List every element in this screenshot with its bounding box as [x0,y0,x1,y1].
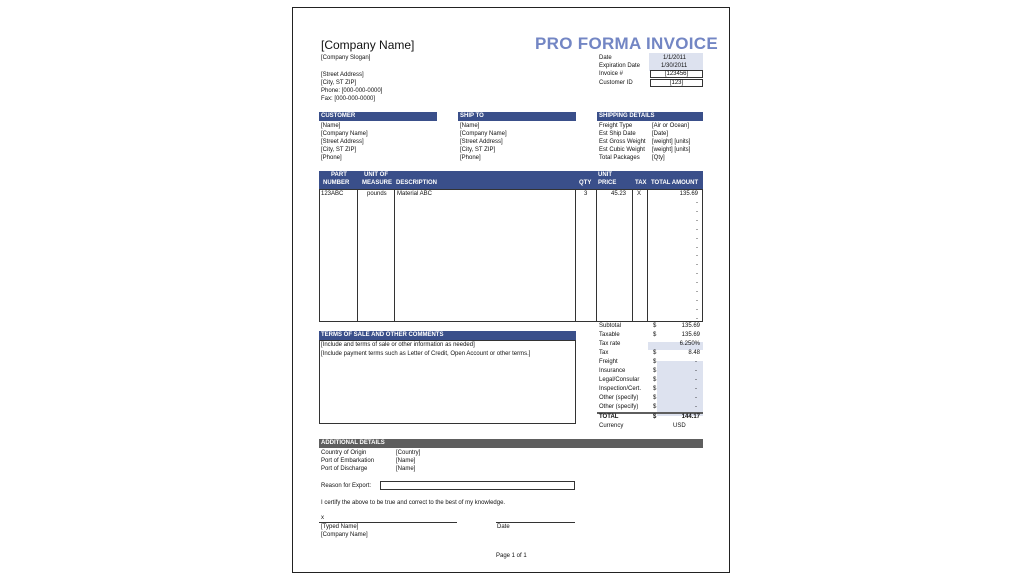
other-1-currency: $ [653,395,657,401]
other-2-label: Other (specify) [599,404,639,410]
terms-header: TERMS OF SALE AND OTHER COMMENTS [319,331,576,340]
row-unit-price[interactable]: 45.23 [611,191,627,197]
cubic-weight-label: Est Cubic Weight [599,147,645,153]
col-unit-2: MEASURE [362,180,393,186]
legal-label: Legal/Consular [599,377,640,383]
insurance-label: Insurance [599,368,626,374]
empty-row-totals: - - - - - - - - - - - - - - [696,200,698,322]
terms-box[interactable] [319,340,576,424]
currency-value: USD [673,423,686,429]
signature-x-mark: x [321,515,324,521]
row-tax[interactable]: X [637,191,642,197]
additional-details-header: ADDITIONAL DETAILS [319,439,703,448]
other-2-value[interactable]: - [695,404,697,410]
inspection-value[interactable]: - [695,386,697,392]
freight-type-value: [Air or Ocean] [652,123,690,129]
customer-street: [Street Address] [321,139,364,145]
invoice-page [292,7,730,573]
tax-value: 8.48 [688,350,700,356]
insurance-value[interactable]: - [695,368,697,374]
freight-currency: $ [653,359,657,365]
inspection-currency: $ [653,386,657,392]
company-fax: Fax: [000-000-0000] [321,96,376,102]
row-total[interactable]: 135.69 [679,191,698,197]
ship-date-label: Est Ship Date [599,131,636,137]
row-part-number[interactable]: 123ABC [321,191,344,197]
customer-id-label: Customer ID [599,80,633,86]
row-unit[interactable]: pounds [367,191,387,197]
subtotal-label: Subtotal [599,323,622,329]
embarkation-label: Port of Embarkation [321,458,375,464]
customer-phone: [Phone] [321,155,342,161]
col-part-1: PART [331,172,347,178]
insurance-currency: $ [653,368,657,374]
ship-to-header: SHIP TO [458,112,576,121]
currency-label: Currency [599,423,624,429]
subtotal-value: 135.69 [681,323,700,329]
col-unit-1: UNIT OF [364,172,388,178]
expiration-value: 1/30/2011 [661,63,688,69]
customer-name: [Name] [321,123,341,129]
col-total-amount: TOTAL AMOUNT [651,180,699,186]
date-value: 1/1/2011 [663,55,686,61]
tax-currency: $ [653,350,657,356]
total-packages-label: Total Packages [599,155,640,161]
shipping-details-header: SHIPPING DETAILS [597,112,703,121]
row-qty[interactable]: 3 [584,191,588,197]
gross-weight-label: Est Gross Weight [599,139,646,145]
col-tax: TAX [635,180,647,186]
typed-name: [Typed Name] [321,524,359,530]
origin-value: [Country] [396,450,421,456]
ship-to-phone: [Phone] [460,155,481,161]
certify-statement: I certify the above to be true and correct to the best of my knowledge. [321,500,506,506]
discharge-value: [Name] [396,466,416,472]
col-price-2: PRICE [598,180,617,186]
reason-for-export-input[interactable] [380,481,575,490]
customer-header: CUSTOMER [319,112,437,121]
total-label: TOTAL [599,414,619,420]
ship-to-company: [Company Name] [460,131,507,137]
other-1-label: Other (specify) [599,395,639,401]
freight-type-label: Freight Type [599,123,633,129]
date-label: Date [599,55,612,61]
tax-rate-label: Tax rate [599,341,621,347]
total-packages-value: [Qty] [652,155,665,161]
company-phone: Phone: [000-000-0000] [321,88,383,94]
reason-for-export-label: Reason for Export: [321,483,372,489]
expiration-label: Expiration Date [599,63,641,69]
subtotal-currency: $ [653,323,657,329]
col-description: DESCRIPTION [396,180,438,186]
col-part-2: NUMBER [323,180,350,186]
items-table-body [319,189,703,322]
cubic-weight-value: [weight] [units] [652,147,691,153]
taxable-label: Taxable [599,332,620,338]
total-value: 144.17 [681,414,700,420]
company-street: [Street Address] [321,72,364,78]
items-table-header [319,171,703,189]
page-number: Page 1 of 1 [496,553,527,559]
tax-rate-value[interactable]: 6.250% [679,341,700,347]
terms-line-1: [Include and terms of sale or other information as needed] [321,342,475,348]
invoice-number-label: Invoice # [599,71,624,77]
terms-line-2: [Include payment terms such as Letter of Credit, Open Account or other terms.] [321,351,531,357]
ship-to-street: [Street Address] [460,139,503,145]
origin-label: Country of Origin [321,450,367,456]
company-name: [Company Name] [321,38,415,52]
invoice-number-value[interactable]: [123456] [650,70,703,78]
invoice-title: PRO FORMA INVOICE [535,34,718,53]
taxable-currency: $ [653,332,657,338]
embarkation-value: [Name] [396,458,416,464]
tax-label: Tax [599,350,609,356]
other-1-value[interactable]: - [695,395,697,401]
customer-city: [City, ST ZIP] [321,147,357,153]
freight-label: Freight [599,359,618,365]
other-2-currency: $ [653,404,657,410]
taxable-value: 135.69 [681,332,700,338]
signature-date-label: Date [497,524,510,530]
inspection-label: Inspection/Cert. [599,386,642,392]
ship-date-value: [Date] [652,131,669,137]
company-slogan: [Company Slogan] [321,55,371,61]
legal-value[interactable]: - [695,377,697,383]
freight-value[interactable]: - [695,359,697,365]
customer-id-value[interactable]: [123] [650,79,703,87]
gross-weight-value: [weight] [units] [652,139,691,145]
customer-company: [Company Name] [321,131,368,137]
discharge-label: Port of Discharge [321,466,368,472]
company-city: [City, ST ZIP] [321,80,357,86]
col-qty: QTY [579,180,592,186]
ship-to-city: [City, ST ZIP] [460,147,496,153]
row-description[interactable]: Material ABC [397,191,433,197]
ship-to-name: [Name] [460,123,480,129]
signature-company-name: [Company Name] [321,532,368,538]
total-currency: $ [653,414,657,420]
col-price-1: UNIT [598,172,612,178]
legal-currency: $ [653,377,657,383]
